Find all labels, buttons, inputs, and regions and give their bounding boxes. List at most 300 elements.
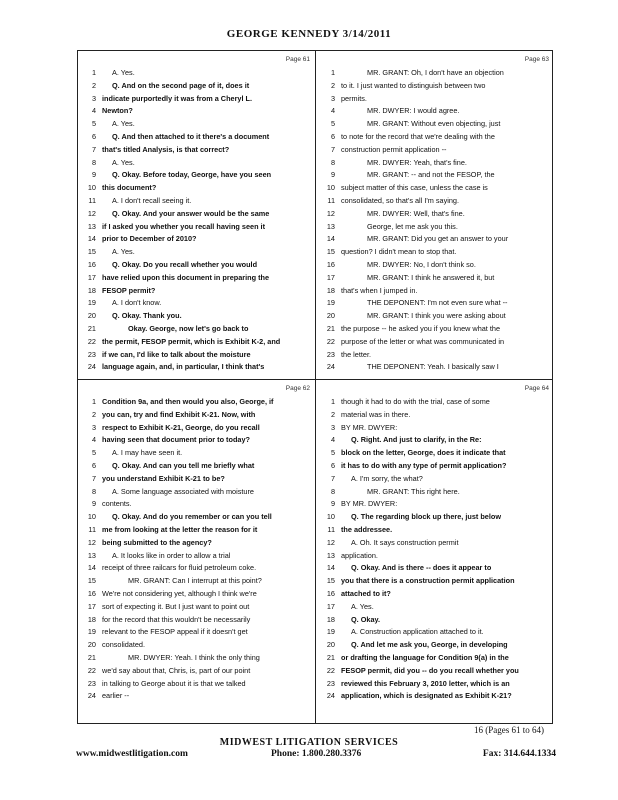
line-text: Q. Okay. Thank you. — [112, 311, 182, 321]
line-number: 18 — [326, 285, 335, 295]
transcript-line — [80, 601, 312, 614]
line-text: A. Construction application attached to it. — [351, 627, 484, 637]
transcript-line — [319, 422, 551, 435]
transcript-line — [319, 118, 551, 131]
line-number: 19 — [326, 627, 335, 637]
transcript-line — [80, 221, 312, 234]
line-text: MR. GRANT: Did you get an answer to your — [367, 234, 509, 244]
line-text: A. Yes. — [112, 157, 135, 167]
transcript-line — [80, 639, 312, 652]
line-text: Q. And on the second page of it, does it — [112, 80, 250, 90]
transcript-line — [80, 144, 312, 157]
line-text: THE DEPONENT: I'm not even sure what -- — [367, 298, 508, 308]
line-text: prior to December of 2010? — [102, 234, 197, 244]
line-number: 3 — [91, 93, 96, 103]
transcript-lines — [80, 396, 312, 703]
line-number: 10 — [87, 183, 96, 193]
line-number: 12 — [326, 208, 335, 218]
transcript-line — [80, 550, 312, 563]
line-text: MR. GRANT: Can I interrupt at this point? — [128, 576, 262, 586]
line-text: material was in there. — [341, 409, 411, 419]
line-number: 6 — [330, 131, 335, 141]
line-text: the addressee. — [341, 524, 393, 534]
line-text: to it. I just wanted to distinguish between two — [341, 80, 486, 90]
transcript-line — [319, 665, 551, 678]
line-number: 23 — [87, 678, 96, 688]
transcript-line — [319, 690, 551, 703]
line-text: question? I didn't mean to stop that. — [341, 247, 457, 257]
line-number: 11 — [327, 524, 335, 534]
transcript-line — [80, 105, 312, 118]
line-text: MR. GRANT: This right here. — [367, 486, 460, 496]
line-number: 19 — [326, 298, 335, 308]
transcript-line — [80, 678, 312, 691]
transcript-line — [319, 285, 551, 298]
line-number: 5 — [330, 119, 335, 129]
line-text: earlier -- — [102, 691, 130, 701]
line-text: Q. Okay. And can you tell me briefly what — [112, 460, 255, 470]
line-text: Q. Okay. Before today, George, have you seen — [112, 170, 272, 180]
transcript-line — [319, 323, 551, 336]
transcript-line — [80, 361, 312, 374]
transcript-lines — [80, 67, 312, 374]
line-text: MR. DWYER: No, I don't think so. — [367, 259, 476, 269]
transcript-line — [80, 652, 312, 665]
line-text: Newton? — [102, 106, 133, 116]
line-text: Q. Okay. And your answer would be the same — [112, 208, 270, 218]
line-number: 19 — [87, 627, 96, 637]
transcript-line — [319, 678, 551, 691]
transcript-line — [319, 473, 551, 486]
line-text: have relied upon this document in preparing the — [102, 272, 270, 282]
pages-range: 16 (Pages 61 to 64) — [474, 725, 544, 735]
line-text: MR. GRANT: Without even objecting, just — [367, 119, 501, 129]
line-text: indicate purportedly it was from a Cheryl L. — [102, 93, 253, 103]
line-number: 3 — [91, 422, 96, 432]
transcript-line — [319, 182, 551, 195]
line-number: 24 — [326, 691, 335, 701]
transcript-line — [80, 272, 312, 285]
line-text: A. It looks like in order to allow a trial — [112, 550, 231, 560]
line-text: MR. GRANT: Oh, I don't have an objection — [367, 68, 504, 77]
transcript-line — [80, 310, 312, 323]
transcript-line — [319, 297, 551, 310]
transcript-line — [80, 422, 312, 435]
line-number: 1 — [330, 397, 335, 406]
line-number: 17 — [326, 601, 335, 611]
line-text: receipt of three railcars for fluid petroleum coke. — [102, 563, 257, 573]
page-panel-61 — [80, 53, 312, 373]
line-number: 4 — [91, 106, 96, 116]
line-number: 7 — [91, 144, 96, 154]
line-text: you can, try and find Exhibit K-21. Now, with — [102, 409, 256, 419]
line-number: 21 — [326, 652, 335, 662]
line-text: that's when I jumped in. — [341, 285, 418, 295]
transcript-line — [319, 246, 551, 259]
transcript-line — [319, 601, 551, 614]
line-number: 17 — [87, 601, 96, 611]
transcript-line — [80, 575, 312, 588]
line-text: FESOP permit, did you -- do you recall whether you — [341, 665, 519, 675]
page-label: Page 64 — [524, 385, 549, 392]
line-text: FESOP permit? — [102, 285, 156, 295]
line-number: 8 — [330, 486, 335, 496]
transcript-line — [319, 195, 551, 208]
line-number: 15 — [87, 247, 96, 257]
line-number: 20 — [326, 311, 335, 321]
transcript-line — [319, 486, 551, 499]
line-text: MR. DWYER: Yeah, that's fine. — [367, 157, 467, 167]
transcript-line — [80, 67, 312, 80]
transcript-line — [319, 460, 551, 473]
transcript-line — [80, 690, 312, 703]
line-text: A. I don't recall seeing it. — [112, 195, 192, 205]
line-text: attached to it? — [341, 588, 391, 598]
transcript-line — [80, 246, 312, 259]
transcript-line — [319, 336, 551, 349]
line-text: Q. And then attached to it there's a document — [112, 131, 270, 141]
transcript-line — [80, 588, 312, 601]
line-text: A. I'm sorry, the what? — [351, 473, 423, 483]
transcript-line — [80, 626, 312, 639]
line-number: 24 — [87, 691, 96, 701]
line-number: 18 — [87, 614, 96, 624]
line-text: application. — [341, 550, 378, 560]
line-text: MR. GRANT: I think you were asking about — [367, 311, 506, 321]
line-text: Q. The regarding block up there, just below — [351, 512, 502, 522]
transcript-line — [80, 349, 312, 362]
line-number: 8 — [330, 157, 335, 167]
line-number: 4 — [330, 106, 335, 116]
line-number: 6 — [330, 460, 335, 470]
transcript-line — [80, 409, 312, 422]
line-number: 13 — [87, 221, 96, 231]
transcript-line — [319, 562, 551, 575]
company-name: MIDWEST LITIGATION SERVICES — [219, 737, 399, 748]
transcript-line — [80, 460, 312, 473]
line-text: A. Yes. — [351, 601, 374, 611]
transcript-line — [319, 537, 551, 550]
line-text: consolidated, so that's all I'm saying. — [341, 195, 459, 205]
footer — [0, 737, 618, 759]
vertical-divider — [315, 51, 316, 723]
line-number: 11 — [88, 524, 96, 534]
transcript-line — [80, 297, 312, 310]
line-number: 10 — [326, 183, 335, 193]
transcript-line — [319, 396, 551, 409]
transcript-line — [80, 208, 312, 221]
line-number: 6 — [91, 460, 96, 470]
line-text: contents. — [102, 499, 132, 509]
line-number: 21 — [87, 652, 96, 662]
transcript-line — [80, 473, 312, 486]
line-text: MR. DWYER: Yeah. I think the only thing — [128, 652, 260, 662]
transcript-line — [80, 486, 312, 499]
line-number: 22 — [87, 336, 96, 346]
line-number: 1 — [91, 68, 96, 77]
transcript-line — [319, 349, 551, 362]
line-text: though it had to do with the trial, case of some — [341, 397, 490, 406]
line-text: that's titled Analysis, is that correct? — [102, 144, 230, 154]
transcript-line — [80, 93, 312, 106]
transcript-line — [319, 310, 551, 323]
line-text: me from looking at the letter the reason for it — [102, 524, 258, 534]
line-number: 15 — [87, 576, 96, 586]
line-number: 16 — [326, 588, 335, 598]
website-link[interactable]: www.midwestlitigation.com — [76, 749, 188, 759]
line-text: Q. Okay. And is there -- does it appear to — [351, 563, 492, 573]
line-text: MR. DWYER: Well, that's fine. — [367, 208, 465, 218]
line-text: A. Yes. — [112, 247, 135, 257]
transcript-line — [80, 434, 312, 447]
transcript-line — [80, 562, 312, 575]
line-number: 20 — [87, 640, 96, 650]
transcript-line — [319, 169, 551, 182]
line-number: 21 — [326, 323, 335, 333]
transcript-line — [319, 550, 551, 563]
transcript-line — [319, 447, 551, 460]
line-number: 22 — [326, 665, 335, 675]
line-text: application, which is designated as Exhibit K-21? — [341, 691, 512, 701]
transcript-line — [319, 639, 551, 652]
line-number: 1 — [330, 68, 335, 77]
line-number: 14 — [87, 234, 96, 244]
line-number: 16 — [326, 259, 335, 269]
line-text: it has to do with any type of permit application? — [341, 460, 507, 470]
transcript-line — [319, 652, 551, 665]
line-number: 7 — [330, 473, 335, 483]
transcript-line — [80, 336, 312, 349]
transcript-line — [80, 665, 312, 678]
transcript-line — [80, 323, 312, 336]
transcript-lines — [319, 396, 551, 703]
line-number: 24 — [326, 362, 335, 372]
line-number: 22 — [87, 665, 96, 675]
line-text: MR. GRANT: I think he answered it, but — [367, 272, 495, 282]
page-label: Page 61 — [285, 56, 310, 63]
transcript-line — [80, 524, 312, 537]
line-number: 15 — [326, 576, 335, 586]
line-number: 5 — [91, 448, 96, 458]
transcript-line — [319, 208, 551, 221]
line-number: 8 — [91, 157, 96, 167]
transcript-line — [319, 221, 551, 234]
line-number: 16 — [87, 588, 96, 598]
transcript-line — [80, 169, 312, 182]
line-text: in talking to George about it is that we talked — [102, 678, 246, 688]
line-text: block on the letter, George, does it indicate that — [341, 448, 506, 458]
transcript-line — [319, 524, 551, 537]
transcript-line — [80, 614, 312, 627]
line-text: if we can, I'd like to talk about the moisture — [102, 349, 251, 359]
transcript-line — [80, 182, 312, 195]
line-text: A. Yes. — [112, 68, 135, 77]
line-text: the permit, FESOP permit, which is Exhibit K-2, and — [102, 336, 281, 346]
line-number: 14 — [87, 563, 96, 573]
line-number: 2 — [330, 80, 335, 90]
transcript-line — [319, 157, 551, 170]
transcript-line — [319, 361, 551, 374]
line-text: you that there is a construction permit application — [341, 576, 515, 586]
line-text: being submitted to the agency? — [102, 537, 212, 547]
line-number: 23 — [326, 678, 335, 688]
transcript-line — [319, 588, 551, 601]
transcript-line — [319, 409, 551, 422]
line-number: 2 — [330, 409, 335, 419]
transcript-line — [80, 285, 312, 298]
transcript-line — [80, 131, 312, 144]
transcript-line — [80, 195, 312, 208]
transcript-line — [319, 144, 551, 157]
transcript-header: GEORGE KENNEDY 3/14/2011 — [226, 28, 392, 40]
line-text: A. I may have seen it. — [112, 448, 183, 458]
line-text: We're not considering yet, although I think we're — [102, 588, 257, 598]
transcript-line — [319, 131, 551, 144]
transcript-line — [319, 614, 551, 627]
line-number: 4 — [91, 435, 96, 445]
transcript-line — [319, 434, 551, 447]
line-number: 10 — [326, 512, 335, 522]
line-number: 5 — [91, 119, 96, 129]
line-number: 3 — [330, 93, 335, 103]
transcript-line — [80, 80, 312, 93]
line-text: Q. And let me ask you, George, in developing — [351, 640, 508, 650]
line-text: A. Oh. It says construction permit — [351, 537, 459, 547]
line-number: 20 — [87, 311, 96, 321]
page-label: Page 63 — [524, 56, 549, 63]
page-label: Page 62 — [285, 385, 310, 392]
line-text: subject matter of this case, unless the case is — [341, 183, 488, 193]
transcript-line — [319, 67, 551, 80]
transcript-line — [80, 537, 312, 550]
line-number: 13 — [326, 221, 335, 231]
line-number: 4 — [330, 435, 335, 445]
transcript-line — [80, 118, 312, 131]
transcript-line — [319, 105, 551, 118]
line-text: purpose of the letter or what was communicated in — [341, 336, 505, 346]
line-text: language again, and, in particular, I think that's — [102, 362, 265, 372]
transcript-line — [80, 396, 312, 409]
page-panel-62 — [80, 382, 312, 702]
transcript-line — [80, 447, 312, 460]
line-number: 18 — [87, 285, 96, 295]
line-number: 9 — [91, 499, 96, 509]
line-number: 1 — [91, 397, 96, 406]
line-number: 2 — [91, 409, 96, 419]
line-number: 20 — [326, 640, 335, 650]
line-text: Q. Okay. Do you recall whether you would — [112, 259, 258, 269]
line-text: relevant to the FESOP appeal if it doesn't get — [102, 627, 248, 637]
line-text: reviewed this February 3, 2010 letter, which is an — [341, 678, 510, 688]
line-number: 11 — [88, 195, 96, 205]
line-number: 17 — [87, 272, 96, 282]
line-text: Okay. George, now let's go back to — [128, 323, 249, 333]
line-number: 12 — [87, 208, 96, 218]
line-text: Q. Okay. And do you remember or can you tell — [112, 512, 272, 522]
transcript-grid — [77, 50, 553, 724]
line-text: Condition 9a, and then would you also, George, if — [102, 397, 274, 406]
line-text: having seen that document prior to today? — [102, 435, 250, 445]
line-number: 7 — [330, 144, 335, 154]
line-text: construction permit application -- — [341, 144, 447, 154]
line-text: MR. DWYER: I would agree. — [367, 106, 460, 116]
line-number: 2 — [91, 80, 96, 90]
line-number: 23 — [87, 349, 96, 359]
line-text: you understand Exhibit K-21 to be? — [102, 473, 225, 483]
line-text: respect to Exhibit K-21, George, do you recall — [102, 422, 260, 432]
line-text: THE DEPONENT: Yeah. I basically saw I — [367, 362, 499, 372]
fax-number: Fax: 314.644.1334 — [482, 749, 556, 759]
line-text: A. Some language associated with moisture — [112, 486, 254, 496]
line-number: 9 — [330, 170, 335, 180]
transcript-line — [319, 511, 551, 524]
line-number: 10 — [87, 512, 96, 522]
line-text: the letter. — [341, 349, 372, 359]
line-number: 5 — [330, 448, 335, 458]
line-text: if I asked you whether you recall having seen it — [102, 221, 266, 231]
line-number: 12 — [326, 537, 335, 547]
line-number: 22 — [326, 336, 335, 346]
line-number: 9 — [91, 170, 96, 180]
transcript-line — [319, 80, 551, 93]
line-number: 23 — [326, 349, 335, 359]
transcript-line — [80, 157, 312, 170]
page-panel-64 — [319, 382, 551, 702]
line-text: BY MR. DWYER: — [341, 499, 398, 509]
line-text: MR. GRANT: -- and not the FESOP, the — [367, 170, 495, 180]
line-number: 3 — [330, 422, 335, 432]
line-number: 19 — [87, 298, 96, 308]
transcript-line — [80, 259, 312, 272]
line-number: 13 — [87, 550, 96, 560]
line-number: 15 — [326, 247, 335, 257]
horizontal-divider — [78, 379, 552, 380]
transcript-line — [319, 93, 551, 106]
line-text: sort of expecting it. But I just want to point out — [102, 601, 250, 611]
transcript-line — [80, 233, 312, 246]
phone-number: Phone: 1.800.280.3376 — [271, 749, 362, 759]
line-number: 9 — [330, 499, 335, 509]
line-text: to note for the record that we're dealing with the — [341, 131, 495, 141]
transcript-lines — [319, 67, 551, 374]
line-number: 12 — [87, 537, 96, 547]
transcript-line — [319, 259, 551, 272]
line-text: we'd say about that, Chris, is, part of our point — [102, 665, 251, 675]
transcript-line — [80, 498, 312, 511]
line-number: 14 — [326, 234, 335, 244]
line-number: 13 — [326, 550, 335, 560]
line-number: 6 — [91, 131, 96, 141]
line-number: 8 — [91, 486, 96, 496]
line-text: Q. Okay. — [351, 614, 381, 624]
transcript-line — [319, 498, 551, 511]
transcript-line — [319, 272, 551, 285]
transcript-line — [319, 233, 551, 246]
line-text: George, let me ask you this. — [367, 221, 458, 231]
line-number: 16 — [87, 259, 96, 269]
line-text: permits. — [341, 93, 367, 103]
line-number: 7 — [91, 473, 96, 483]
transcript-line — [319, 575, 551, 588]
page-panel-63 — [319, 53, 551, 373]
line-text: for the record that this wouldn't be necessarily — [102, 614, 251, 624]
line-text: the purpose -- he asked you if you knew what the — [341, 323, 501, 333]
line-number: 11 — [327, 195, 335, 205]
line-text: Q. Right. And just to clarify, in the Re: — [351, 435, 482, 445]
line-number: 18 — [326, 614, 335, 624]
line-text: A. Yes. — [112, 119, 135, 129]
line-number: 14 — [326, 563, 335, 573]
